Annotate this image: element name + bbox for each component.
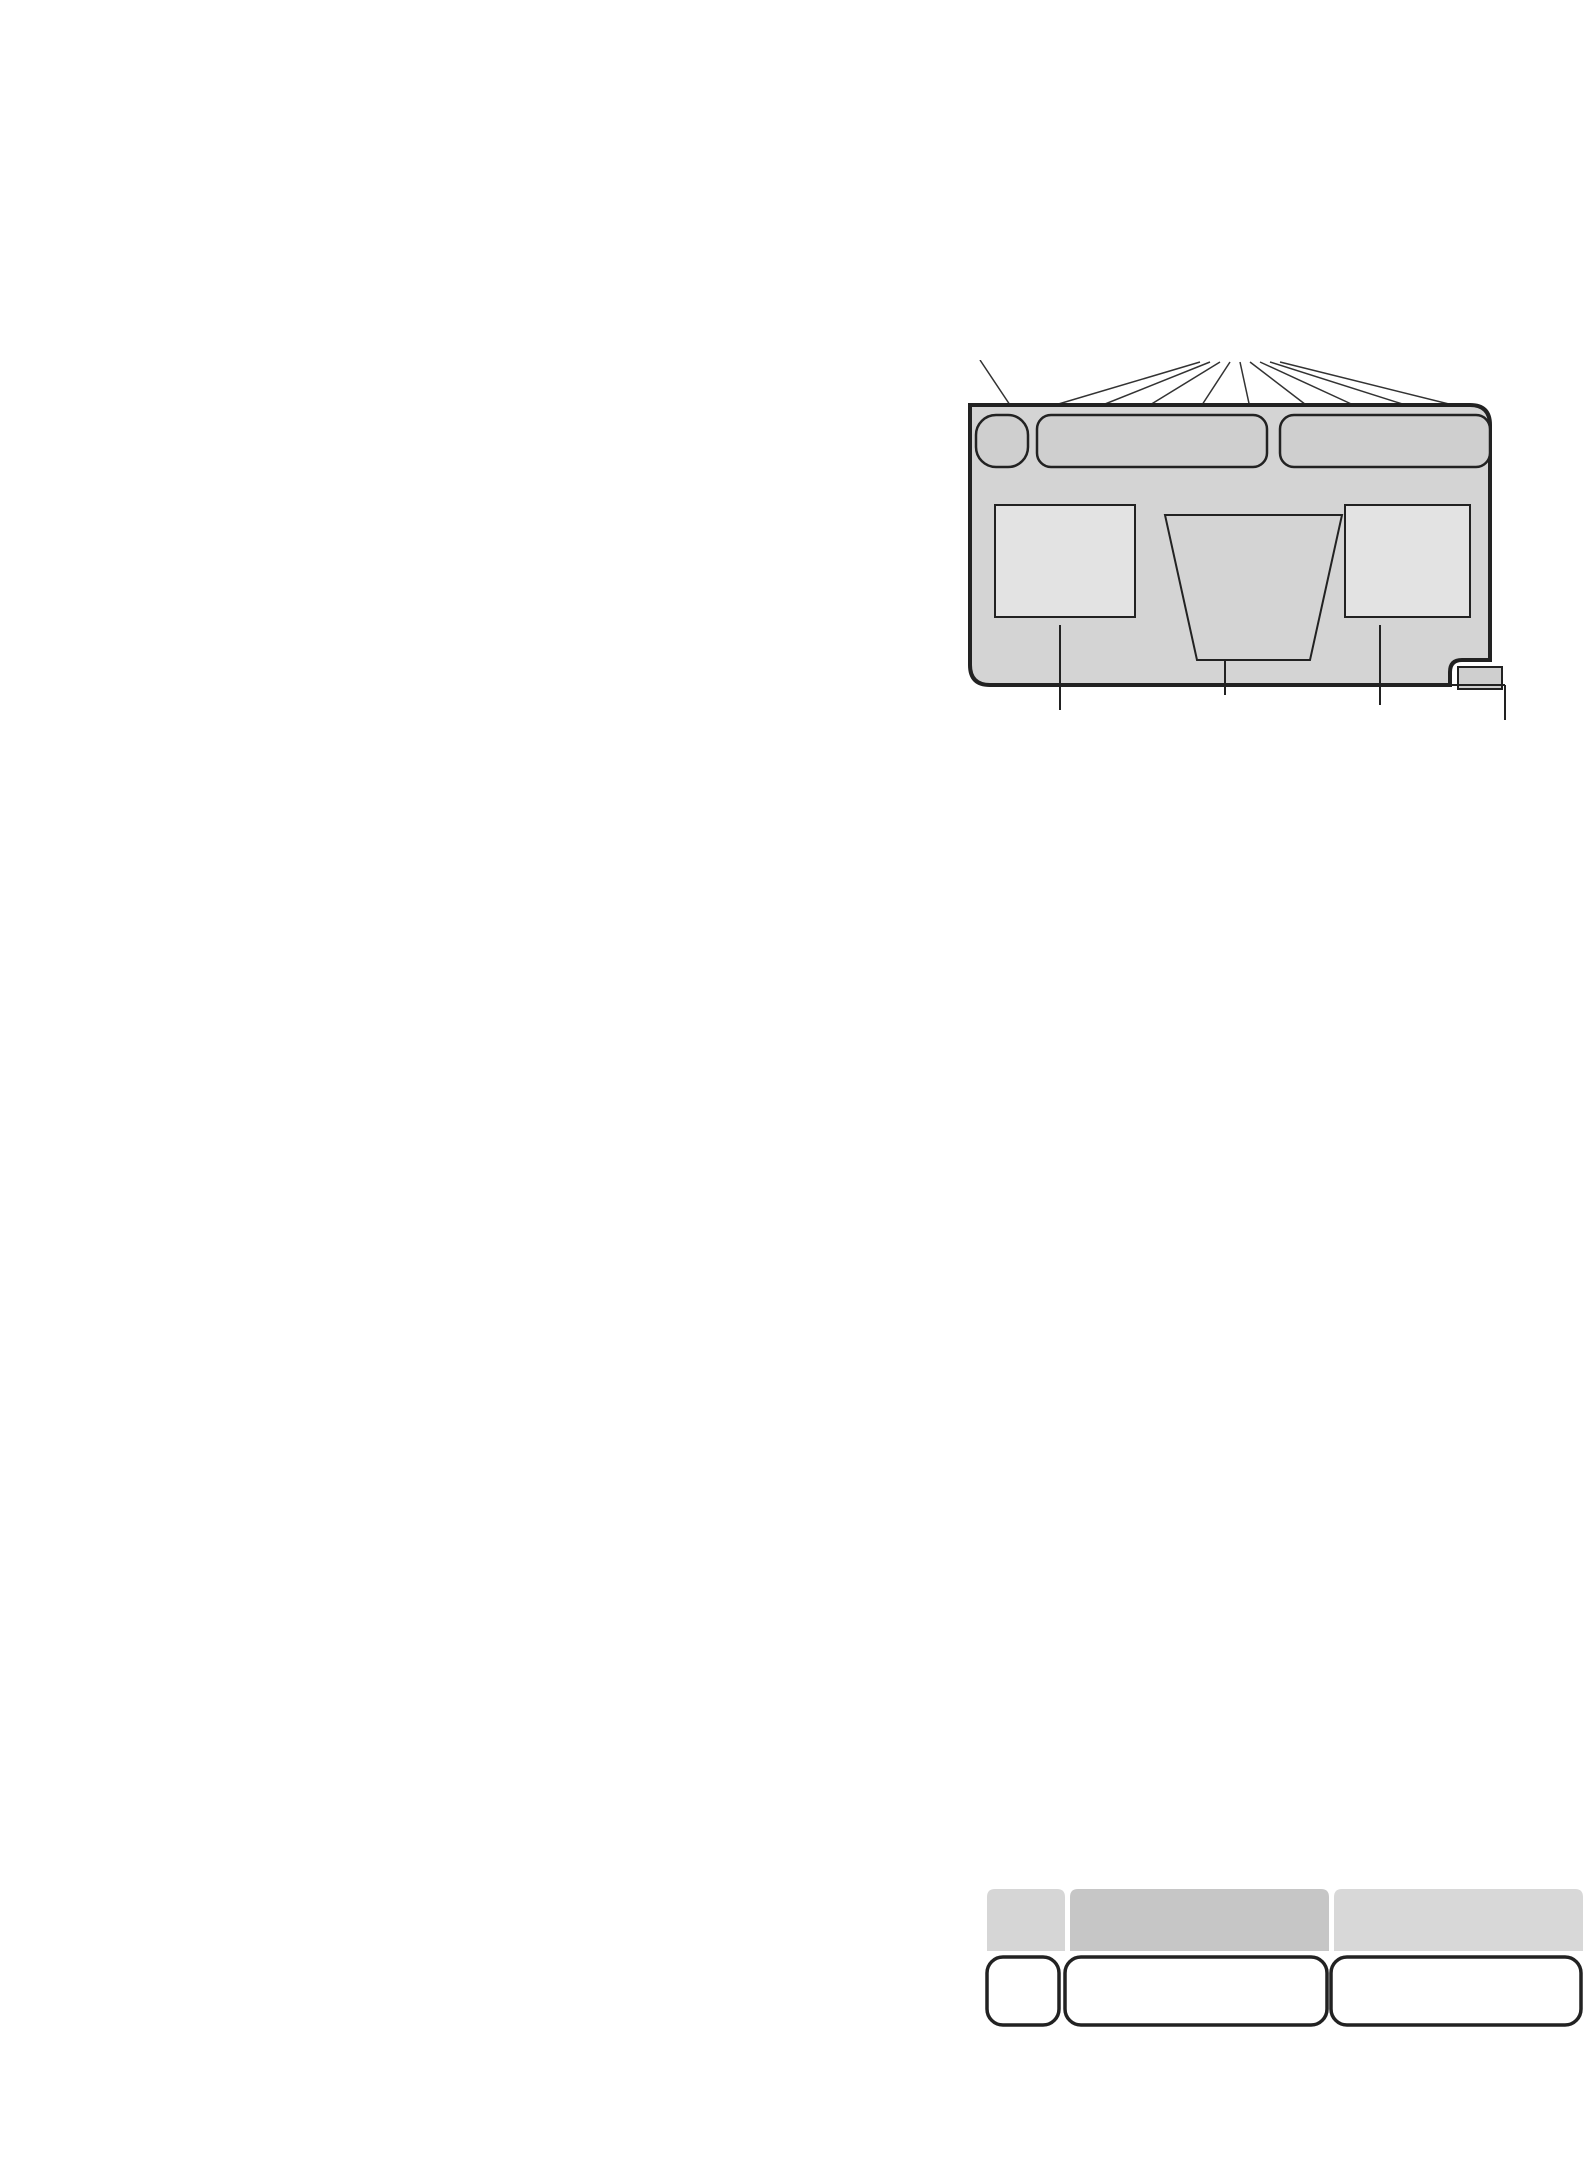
silver-range-tab [1334, 1889, 1583, 1951]
conductivity-scale [985, 1885, 1585, 2035]
category-leader-lines [980, 360, 1465, 408]
jewelry-mode-box [1345, 505, 1470, 617]
menu-options-box [995, 505, 1135, 617]
fe-box [987, 1957, 1059, 2025]
display-diagram [950, 360, 1550, 800]
iron-indicator [976, 415, 1028, 467]
iron-range-tab [987, 1889, 1065, 1951]
silver-digit-group [1280, 415, 1490, 467]
gold-range-tab [1070, 1889, 1329, 1951]
silver-digits-box [1331, 1957, 1581, 2025]
gold-digit-group [1037, 415, 1267, 467]
gold-digits-box [1065, 1957, 1327, 2025]
